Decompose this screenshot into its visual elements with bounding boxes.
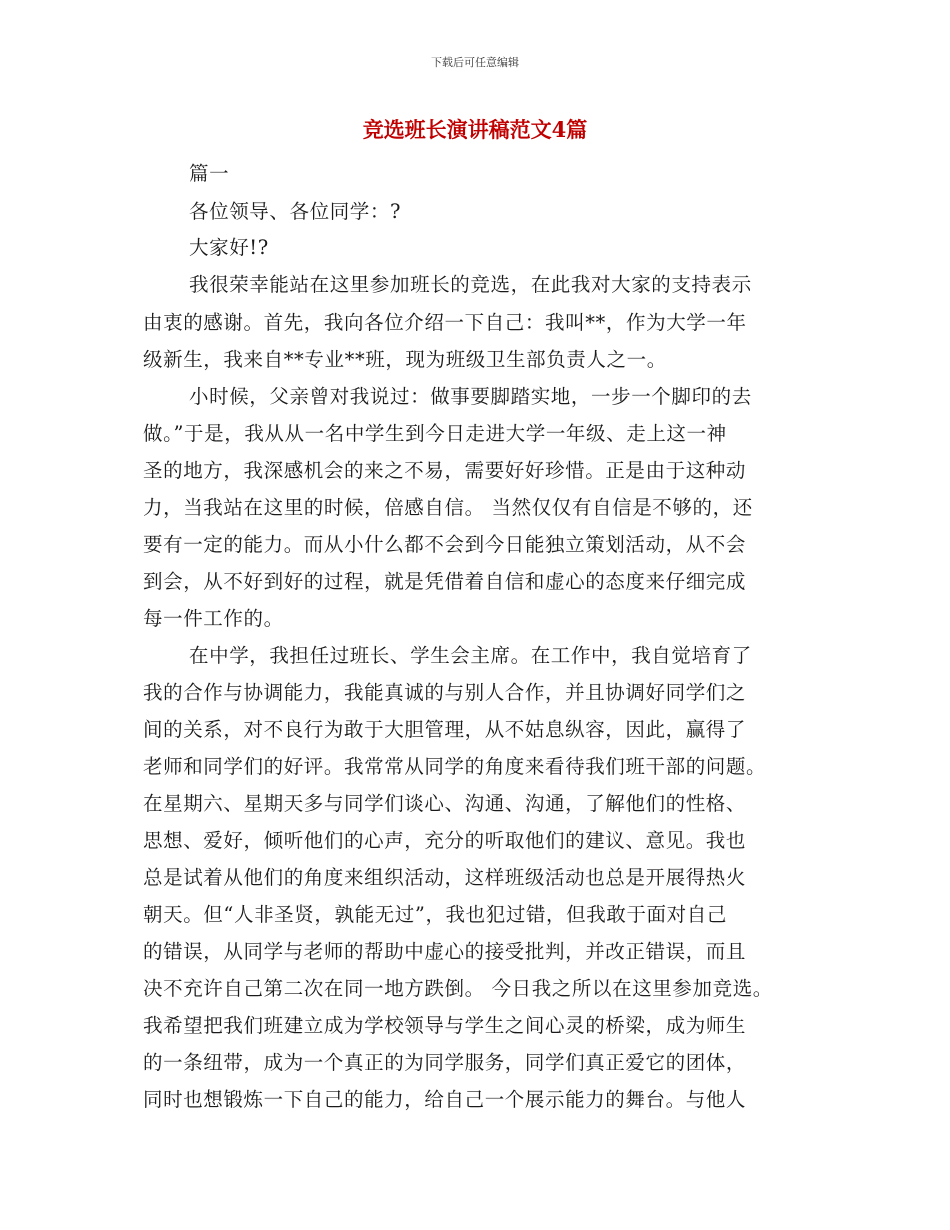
- text-line: 间的关系，对不良行为敢于大胆管理，从不姑息纵容，因此，赢得了: [143, 718, 747, 741]
- text-line: 我希望把我们班建立成为学校领导与学生之间心灵的桥梁，成为师生: [143, 1014, 747, 1037]
- text-line: 总是试着从他们的角度来组织活动，这样班级活动也总是开展得热火: [143, 866, 747, 889]
- text-line: 每一件工作的。: [143, 607, 284, 630]
- text-line: 朝天。但“人非圣贤，孰能无过”，我也犯过错，但我敢于面对自己: [143, 903, 727, 926]
- text-line: 到会，从不好到好的过程，就是凭借着自信和虚心的态度来仔细完成: [143, 570, 747, 593]
- text-line: 小时候，父亲曾对我说过：做事要脚踏实地，一步一个脚印的去: [189, 385, 752, 408]
- text-line: 在中学，我担任过班长、学生会主席。在工作中，我自觉培育了: [189, 644, 752, 667]
- text-line: 我的合作与协调能力，我能真诚的与别人合作，并且协调好同学们之: [143, 681, 747, 704]
- text-line: 同时也想锻炼一下自己的能力，给自己一个展示能力的舞台。与他人: [143, 1088, 747, 1111]
- text-line: 做。”于是，我从从一名中学生到今日走进大学一年级、走上这一神: [143, 422, 727, 445]
- page-header-note: 下载后可任意编辑: [431, 56, 519, 69]
- text-line: 我很荣幸能站在这里参加班长的竞选，在此我对大家的支持表示: [189, 273, 752, 296]
- text-line: 思想、爱好，倾听他们的心声，充分的听取他们的建议、意见。我也: [143, 829, 747, 852]
- text-line: 由衷的感谢。首先，我向各位介绍一下自己：我叫**，作为大学一年: [143, 311, 747, 334]
- text-line: 的一条纽带，成为一个真正的为同学服务，同学们真正爱它的团体，: [143, 1051, 747, 1074]
- text-line: 各位领导、各位同学：?: [189, 200, 402, 223]
- text-line: 级新生，我来自**专业**班，现为班级卫生部负责人之一。: [143, 348, 667, 371]
- text-line: 老师和同学们的好评。我常常从同学的角度来看待我们班干部的问题。: [143, 755, 767, 778]
- text-line: 在星期六、星期天多与同学们谈心、沟通、沟通，了解他们的性格、: [143, 792, 747, 815]
- text-line: 篇一: [189, 162, 230, 185]
- text-line: 要有一定的能力。而从小什么都不会到今日能独立策划活动，从不会: [143, 533, 747, 556]
- text-line: 决不充许自己第二次在同一地方跌倒。 今日我之所以在这里参加竞选。: [143, 977, 773, 1000]
- text-line: 大家好!?: [189, 236, 269, 259]
- text-line: 圣的地方，我深感机会的来之不易，需要好好珍惜。正是由于这种动: [143, 459, 747, 482]
- document-title: 竞选班长演讲稿范文4篇: [362, 117, 588, 142]
- text-line: 力，当我站在这里的时候，倍感自信。 当然仅仅有自信是不够的，还: [143, 496, 753, 519]
- text-line: 的错误，从同学与老师的帮助中虚心的接受批判，并改正错误，而且: [143, 940, 747, 963]
